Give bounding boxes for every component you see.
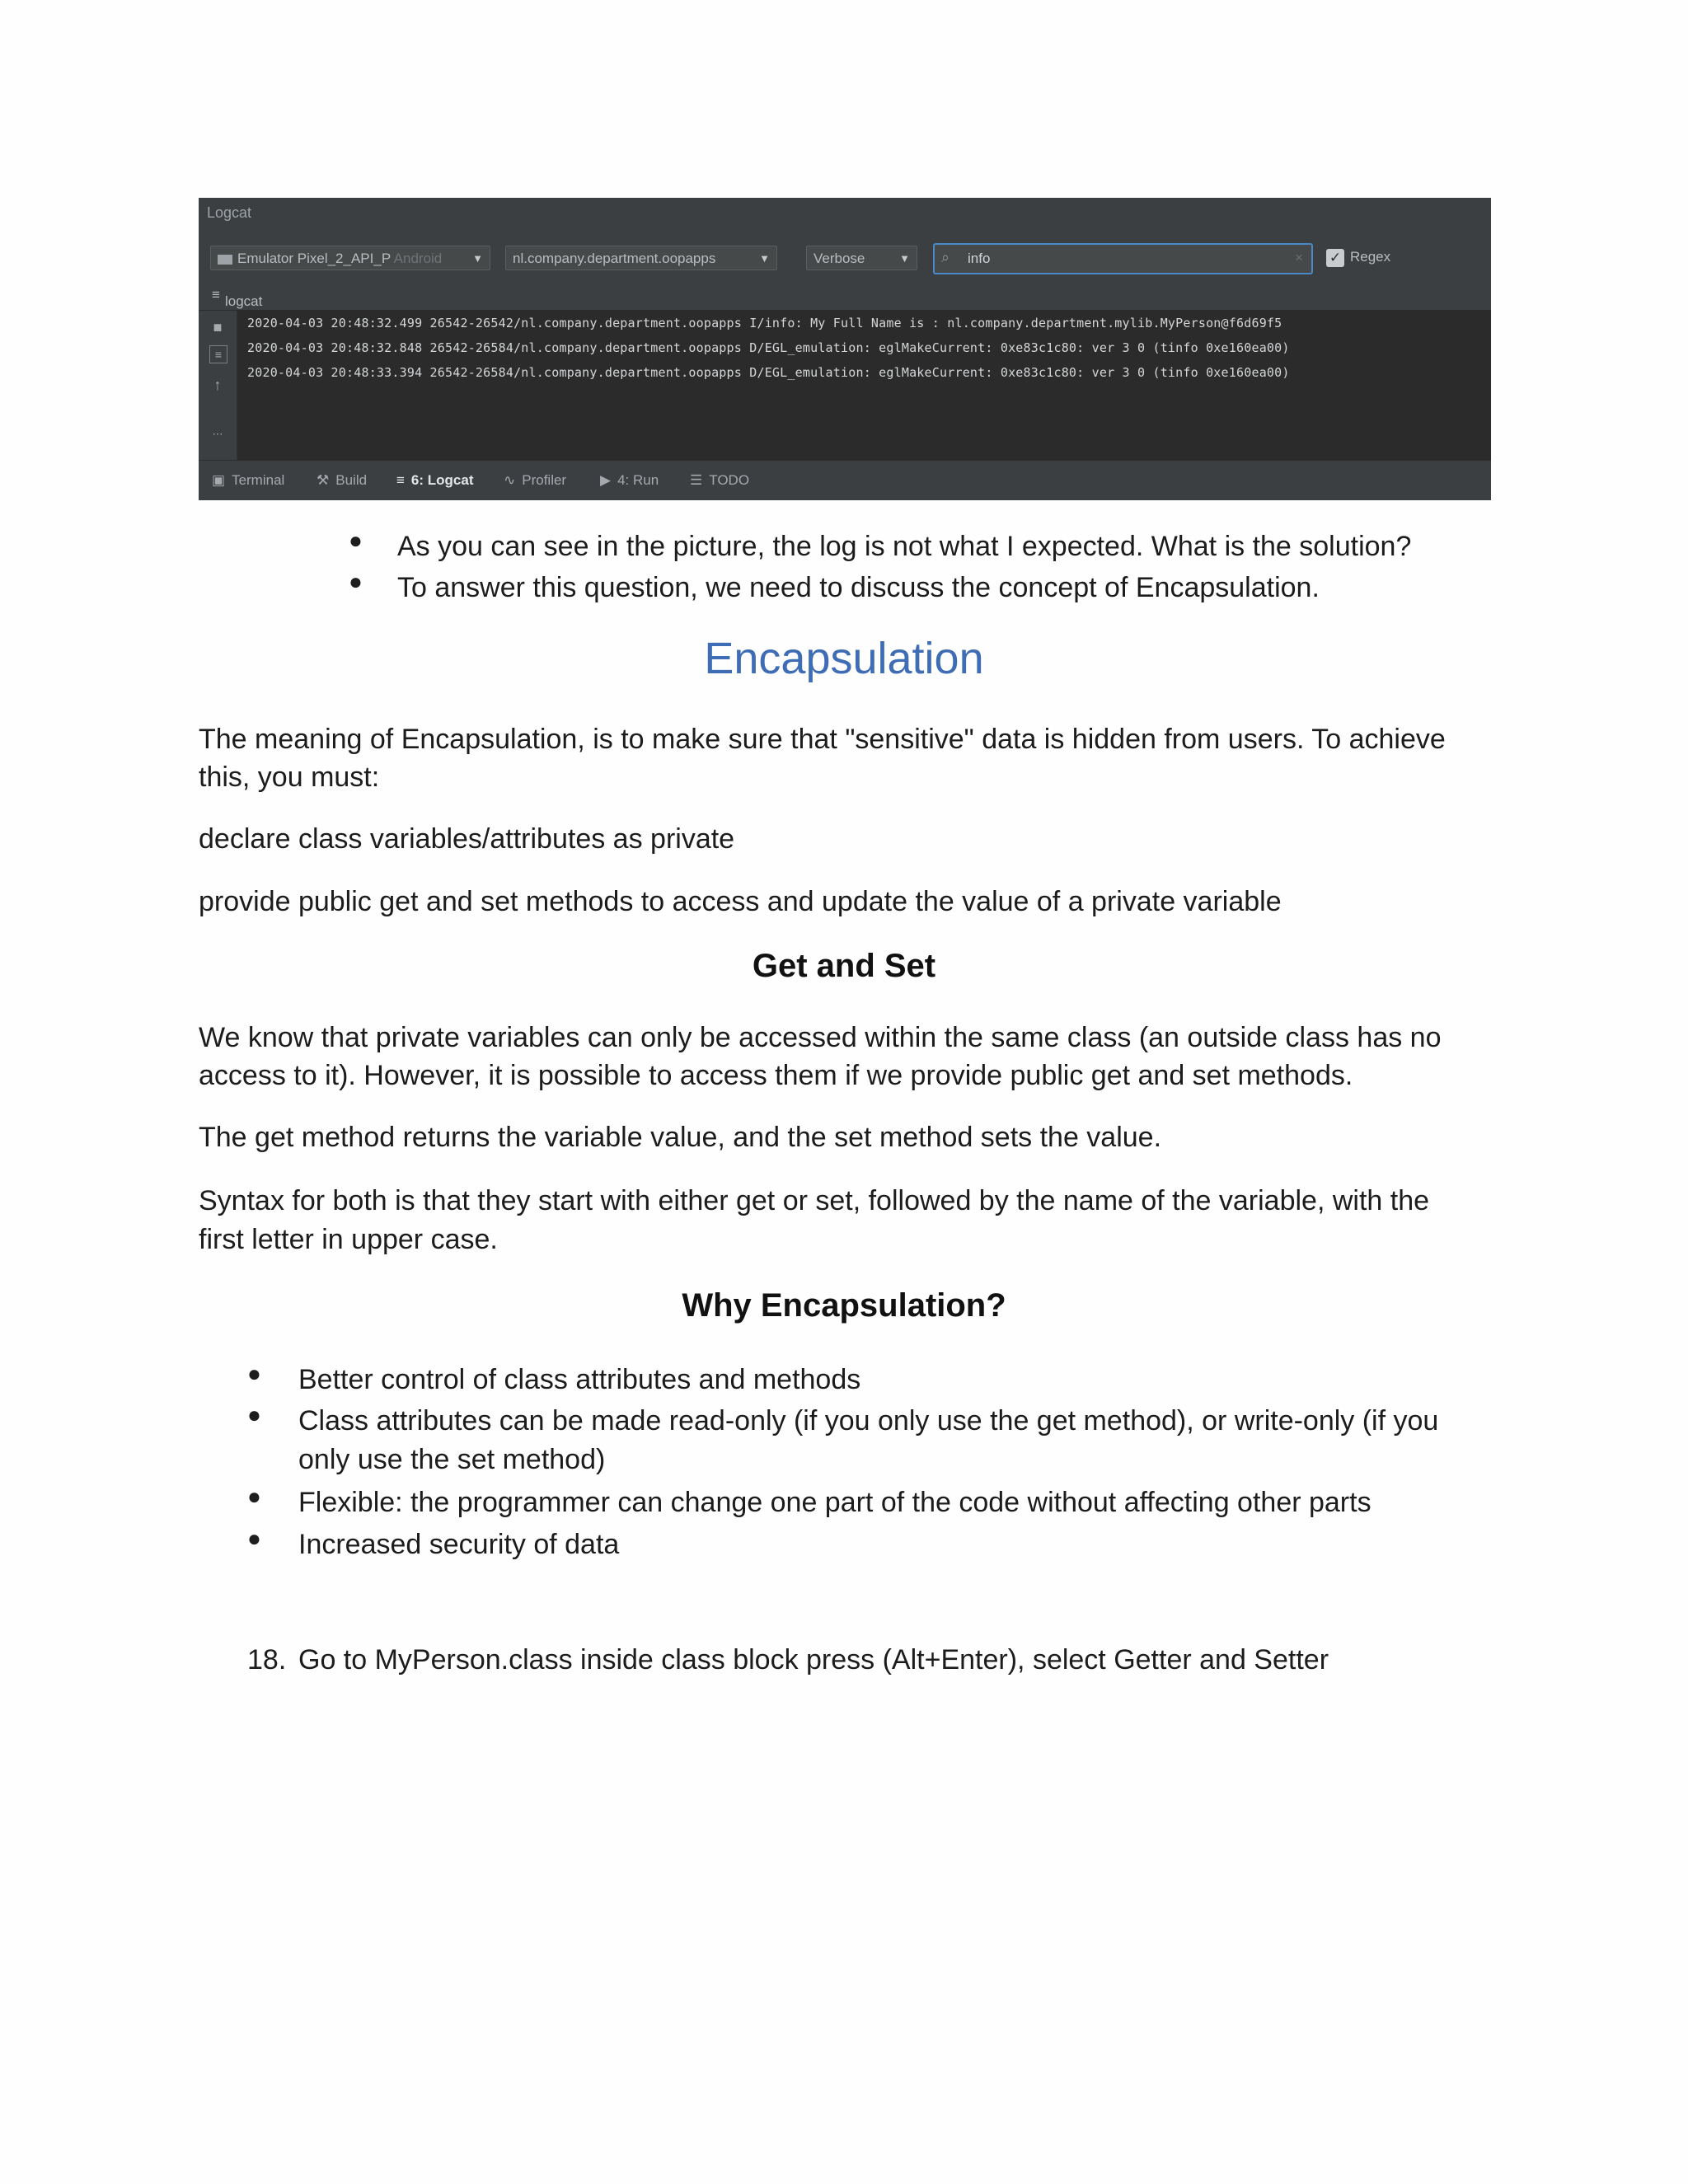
chevron-down-icon: ▼ <box>899 252 910 265</box>
bullet-icon: ● <box>349 527 363 553</box>
device-dropdown[interactable]: Emulator Pixel_2_API_P Android ▼ <box>210 246 490 270</box>
tab-logcat-bottom[interactable]: ≡ 6: Logcat <box>396 472 474 488</box>
hammer-icon: ⚒ <box>316 472 330 488</box>
logcat-icon: ≡ <box>396 472 405 488</box>
intro-bullet: To answer this question, we need to discuss the concept of Encapsulation. <box>397 572 1320 603</box>
logcat-subtab-bar <box>199 280 1491 311</box>
get-set-paragraph: The get method returns the variable value, and the set method sets the value. <box>199 1122 1162 1153</box>
step-number: 18. <box>247 1644 287 1675</box>
play-icon: ▶ <box>600 472 612 488</box>
encapsulation-paragraph-line: The meaning of Encapsulation, is to make sure that "sensitive" data is hidden from users. To achieve <box>199 724 1446 755</box>
encapsulation-point: provide public get and set methods to access and update the value of a private variable <box>199 886 1282 917</box>
bullet-icon: ● <box>247 1483 261 1509</box>
why-bullet-continuation: only use the set method) <box>298 1444 606 1475</box>
log-output <box>237 311 1491 460</box>
list-icon: ☰ <box>690 472 703 488</box>
more-icon[interactable]: ⋯ <box>212 428 223 440</box>
intro-bullet: As you can see in the picture, the log is not what I expected. What is the solution? <box>397 531 1412 562</box>
tab-terminal[interactable]: ▣ Terminal <box>212 472 285 488</box>
page-title: Encapsulation <box>704 634 984 683</box>
profiler-icon: ∿ <box>504 472 516 488</box>
trash-icon[interactable]: ■ <box>213 319 223 335</box>
search-icon: ⌕ <box>941 249 950 265</box>
terminal-icon: ▣ <box>212 472 226 488</box>
why-bullet: Better control of class attributes and methods <box>298 1364 861 1395</box>
log-level-dropdown[interactable]: Verbose ▼ <box>806 246 917 270</box>
bullet-icon: ● <box>247 1402 261 1427</box>
get-set-paragraph-line: We know that private variables can only be accessed within the same class (an outside class has no <box>199 1022 1442 1053</box>
chevron-down-icon: ▼ <box>472 252 483 265</box>
process-dropdown[interactable]: nl.company.department.oopapps ▼ <box>505 246 777 270</box>
why-bullet: Flexible: the programmer can change one part of the code without affecting other parts <box>298 1487 1372 1518</box>
bullet-icon: ● <box>247 1361 261 1386</box>
why-heading: Why Encapsulation? <box>682 1287 1006 1324</box>
tab-run[interactable]: ▶ 4: Run <box>600 472 659 488</box>
tab-todo[interactable]: ☰ TODO <box>690 472 750 488</box>
tool-window-bar <box>199 460 1491 500</box>
log-line: 2020-04-03 20:48:32.848 26542-26584/nl.company.department.oopapps D/EGL_emulation: eglMakeCurrent: 0xe83c1c80: ver 3 0 (tinfo 0xe160ea00) <box>247 340 1290 355</box>
logcat-screenshot <box>199 198 1491 500</box>
tab-profiler[interactable]: ∿ Profiler <box>504 472 567 488</box>
get-set-heading: Get and Set <box>752 948 936 984</box>
arrow-up-icon[interactable]: ↑ <box>213 377 222 393</box>
syntax-paragraph-line: Syntax for both is that they start with either get or set, followed by the name of the variable, with the <box>199 1185 1430 1216</box>
log-search-input[interactable]: ⌕ info × <box>933 243 1313 274</box>
logcat-gutter <box>199 311 237 460</box>
get-set-paragraph-line: access to it). However, it is possible to access them if we provide public get and set methods. <box>199 1060 1353 1091</box>
why-bullet: Increased security of data <box>298 1529 620 1560</box>
syntax-paragraph-line: first letter in upper case. <box>199 1224 498 1255</box>
soft-wrap-icon[interactable]: ≡ <box>209 345 227 363</box>
why-bullet: Class attributes can be made read-only (if you only use the get method), or write-only (if you <box>298 1405 1439 1436</box>
regex-checkbox[interactable]: ✓ <box>1326 249 1344 267</box>
logcat-panel-title: Logcat <box>207 204 252 221</box>
log-line: 2020-04-03 20:48:32.499 26542-26542/nl.company.department.oopapps I/info: My Full Name is : nl.company.department.mylib.MyPerson@f6d69f5 <box>247 316 1282 330</box>
tab-build[interactable]: ⚒ Build <box>316 472 368 488</box>
regex-label: Regex <box>1350 249 1391 265</box>
device-icon <box>218 255 232 265</box>
bullet-icon: ● <box>349 569 363 594</box>
bullet-icon: ● <box>247 1526 261 1551</box>
tab-logcat[interactable]: ≡ logcat <box>212 287 263 309</box>
log-line: 2020-04-03 20:48:33.394 26542-26584/nl.company.department.oopapps D/EGL_emulation: eglMakeCurrent: 0xe83c1c80: ver 3 0 (tinfo 0xe160ea00) <box>247 365 1290 380</box>
chevron-down-icon: ▼ <box>759 252 770 265</box>
clear-icon[interactable]: × <box>1295 250 1303 265</box>
logcat-titlebar <box>199 198 1491 230</box>
step-text: Go to MyPerson.class inside class block press (Alt+Enter), select Getter and Setter <box>298 1644 1329 1675</box>
encapsulation-point: declare class variables/attributes as private <box>199 823 735 855</box>
encapsulation-paragraph-line: this, you must: <box>199 762 380 793</box>
